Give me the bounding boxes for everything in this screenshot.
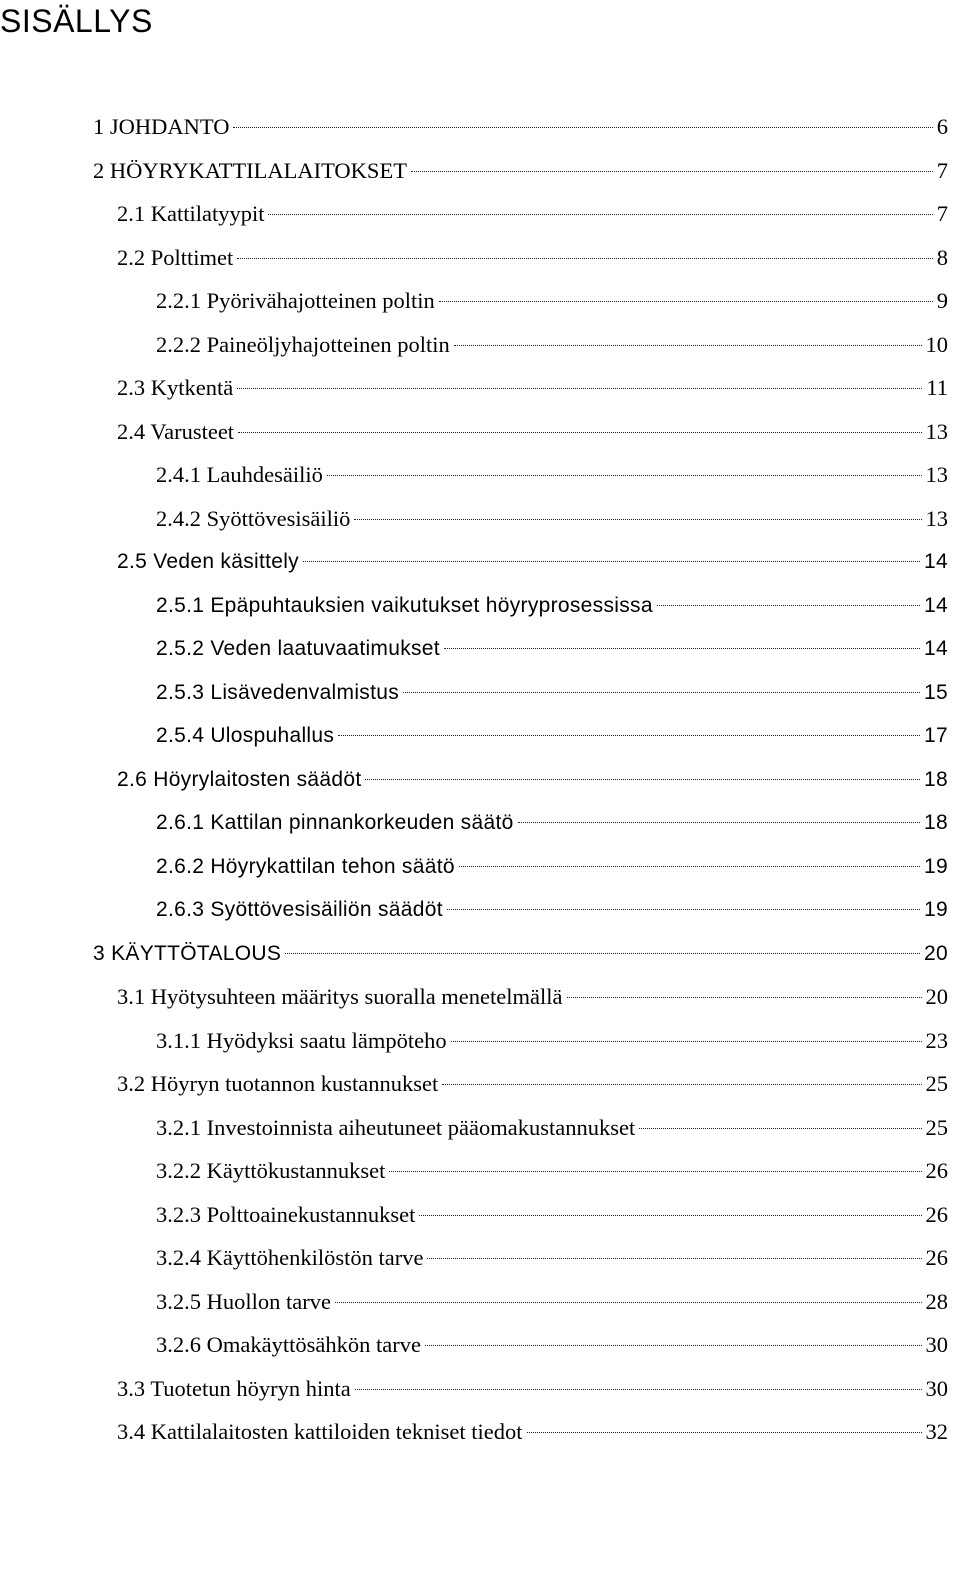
toc-leader [419,1215,921,1216]
toc-entry-label: 3.4 Kattilalaitosten kattiloiden tekniset tiedot [117,1419,523,1444]
toc-entry[interactable] [0,279,960,323]
toc-leader [527,1432,922,1433]
toc-entry[interactable] [0,975,960,1019]
toc-entry-page: 26 [925,1245,948,1270]
toc-entry-label: 3.2.6 Omakäyttösähkön tarve [156,1332,421,1357]
toc-entry[interactable] [0,1323,960,1367]
toc-entry-page: 11 [926,375,948,400]
toc-entry-page: 13 [925,462,948,487]
toc-leader [355,1389,922,1390]
toc-entry-label: 2.1 Kattilatyypit [117,201,265,226]
toc-entry-label: 2 HÖYRYKATTILALAITOKSET [93,157,407,183]
toc-leader [354,519,921,520]
toc-entry-page: 25 [925,1114,948,1140]
toc-entry-label: 2.2 Polttimet [117,244,234,270]
toc-entry[interactable] [0,1106,960,1150]
toc-leader [285,953,920,954]
page-title: SISÄLLYS [0,3,153,39]
toc-entry-label: 3.1.1 Hyödyksi saatu lämpöteho [156,1027,447,1053]
toc-entry-page: 28 [925,1288,948,1314]
toc-entry[interactable] [0,1149,960,1193]
toc-entry-page: 9 [936,288,948,313]
toc-entry-label: 2.3 Kytkentä [117,375,234,400]
toc-entry-page: 26 [925,1158,948,1183]
toc-entry[interactable] [0,932,960,976]
toc-entry[interactable] [0,584,960,628]
toc-entry[interactable] [0,671,960,715]
toc-leader [237,258,932,259]
toc-entry-label: 2.6 Höyrylaitosten säädöt [117,767,362,791]
toc-entry[interactable] [0,845,960,889]
toc-entry-label: 3.1 Hyötysuhteen määritys suoralla menetelmällä [117,984,563,1009]
toc-entry-label: 3.2.4 Käyttöhenkilöstön tarve [156,1245,424,1270]
toc-entry[interactable] [0,105,960,149]
toc-entry[interactable] [0,888,960,932]
toc-entry-label: 2.4.1 Lauhdesäiliö [156,462,323,487]
toc-entry-page: 30 [925,1375,948,1401]
toc-entry-page: 7 [936,157,948,183]
toc-entry-label: 2.4.2 Syöttövesisäiliö [156,505,351,531]
toc-entry-label: 3.2.3 Polttoainekustannukset [156,1201,416,1227]
toc-leader [403,692,920,693]
toc-entry-label: 2.4 Varusteet [117,418,235,444]
toc-entry-label: 2.6.3 Syöttövesisäiliön säädöt [156,898,443,921]
toc-entry[interactable] [0,366,960,410]
toc-leader [389,1171,921,1172]
toc-leader [238,432,921,433]
toc-leader [439,301,933,302]
toc-entry-page: 18 [924,811,948,834]
toc-entry-label: 2.2.2 Paineöljyhajotteinen poltin [156,331,450,357]
toc-entry-label: 2.5.1 Epäpuhtauksien vaikutukset höyryprosessissa [156,593,653,617]
toc-entry-page: 20 [925,984,948,1009]
toc-leader [451,1041,922,1042]
toc-entry-page: 14 [924,550,948,573]
toc-entry-page: 6 [936,114,948,139]
toc-entry-label: 3.2 Höyryn tuotannon kustannukset [117,1071,439,1096]
toc-leader [303,561,920,562]
toc-entry[interactable] [0,801,960,845]
toc-entry-label: 3 KÄYTTÖTALOUS [93,941,282,965]
toc-entry[interactable] [0,1062,960,1106]
toc-entry-page: 19 [924,898,948,921]
toc-leader [442,1084,921,1085]
toc-entry-page: 25 [925,1071,948,1096]
toc-entry-label: 3.2.5 Huollon tarve [156,1288,331,1314]
toc-entry-label: 2.5 Veden käsittely [117,550,299,573]
toc-entry[interactable] [0,149,960,193]
toc-entry-page: 14 [924,637,948,660]
toc-entry-label: 2.5.4 Ulospuhallus [156,724,335,747]
toc-entry-page: 13 [925,418,948,444]
toc-entry[interactable] [0,497,960,541]
toc-leader [411,171,933,172]
toc-entry-page: 23 [925,1027,948,1053]
toc-entry-page: 20 [924,941,948,965]
toc-entry[interactable] [0,1280,960,1324]
toc-entry-page: 17 [924,724,948,747]
toc-leader [447,909,920,910]
toc-entry-page: 18 [924,767,948,791]
toc-leader [427,1258,921,1259]
toc-leader [233,127,932,128]
toc-entry-page: 14 [924,593,948,617]
toc-entry-page: 15 [924,680,948,704]
toc-entry[interactable] [0,714,960,758]
toc-entry-label: 2.6.1 Kattilan pinnankorkeuden säätö [156,811,514,834]
toc-entry-label: 2.5.2 Veden laatuvaatimukset [156,637,440,660]
toc-leader [268,214,932,215]
toc-entry-page: 7 [936,201,948,226]
toc-entry-label: 1 JOHDANTO [93,114,230,139]
toc-entry[interactable] [0,758,960,802]
toc-entry[interactable] [0,236,960,280]
toc-entry[interactable] [0,1367,960,1411]
toc-entry[interactable] [0,540,960,584]
toc-leader [459,866,920,867]
toc-entry[interactable] [0,453,960,497]
toc-entry-page: 26 [925,1201,948,1227]
toc-leader [444,648,920,649]
toc-entry-page: 8 [936,244,948,270]
toc-leader [335,1302,922,1303]
toc-entry-label: 3.2.2 Käyttökustannukset [156,1158,386,1183]
toc-leader [327,475,922,476]
toc-leader [425,1345,922,1346]
toc-entry[interactable] [0,192,960,236]
toc-entry-label: 2.2.1 Pyörivähajotteinen poltin [156,288,435,313]
toc-leader [365,779,920,780]
toc-entry-label: 3.3 Tuotetun höyryn hinta [117,1375,351,1401]
toc-leader [237,388,922,389]
toc-entry[interactable] [0,1193,960,1237]
toc-entry-page: 19 [924,854,948,878]
toc-entry-page: 32 [925,1419,948,1444]
toc-entry-label: 3.2.1 Investoinnista aiheutuneet pääomakustannukset [156,1114,636,1140]
toc-leader [567,997,922,998]
toc-leader [657,605,920,606]
toc-entry[interactable] [0,627,960,671]
toc-leader [639,1128,921,1129]
toc-entry-label: 2.6.2 Höyrykattilan tehon säätö [156,854,455,878]
table-of-contents [0,105,960,1454]
toc-entry-page: 30 [925,1332,948,1357]
toc-entry[interactable] [0,1410,960,1454]
toc-leader [518,822,920,823]
toc-entry[interactable] [0,1019,960,1063]
toc-entry[interactable] [0,410,960,454]
toc-leader [338,735,920,736]
toc-entry[interactable] [0,1236,960,1280]
toc-entry-page: 13 [925,505,948,531]
toc-entry[interactable] [0,323,960,367]
toc-leader [454,345,922,346]
toc-entry-label: 2.5.3 Lisävedenvalmistus [156,680,399,704]
toc-entry-page: 10 [925,331,948,357]
